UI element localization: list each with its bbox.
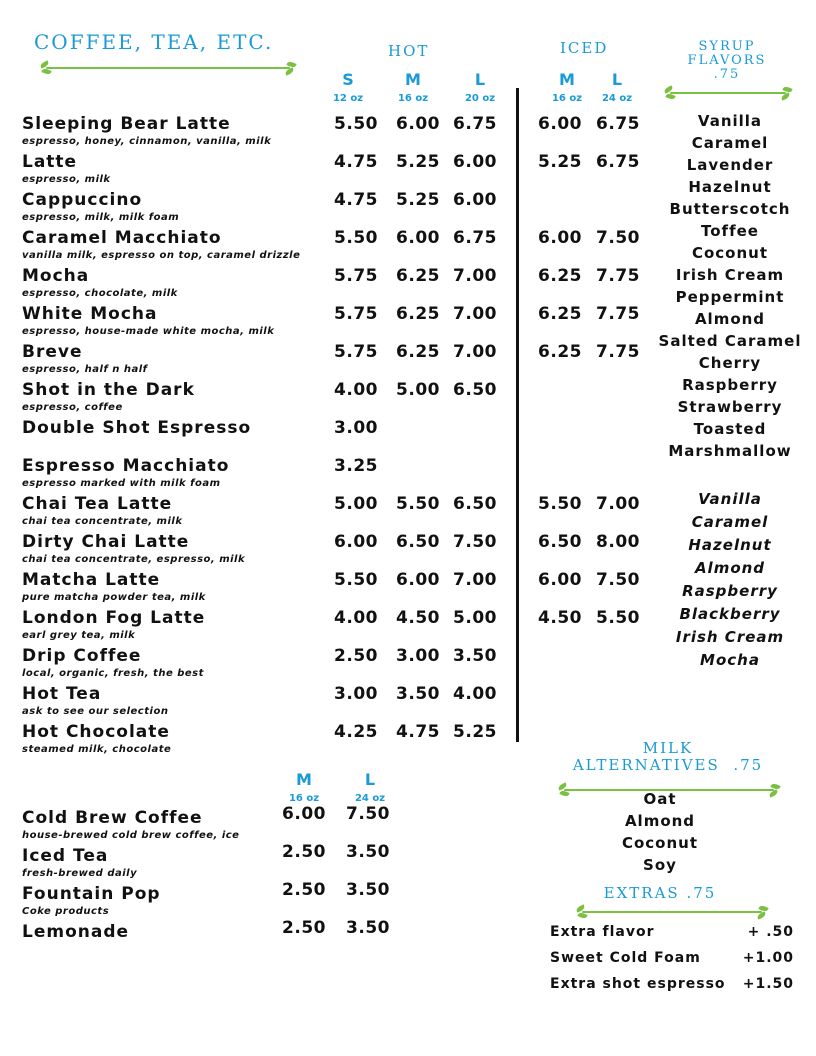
hot-price: 5.25 xyxy=(396,190,440,210)
milk-alternative: Almond xyxy=(624,812,696,830)
hot-price: 6.50 xyxy=(453,494,497,514)
size-label: S xyxy=(342,70,354,89)
ounce-label: 24 oz xyxy=(354,793,386,804)
menu-item-name: Iced Tea xyxy=(22,846,109,866)
extra-name: Extra flavor xyxy=(550,924,655,940)
syrup-flavor: Cherry xyxy=(698,354,762,372)
hot-price: 4.25 xyxy=(334,722,378,742)
syrup-flavor: Toasted xyxy=(693,420,767,438)
extra-price: +1.00 xyxy=(742,950,794,966)
syrup-flavor: Vanilla xyxy=(697,112,763,130)
menu-item-description: pure matcha powder tea, milk xyxy=(22,592,206,603)
syrup-flavor: Marshmallow xyxy=(668,442,792,460)
syrup-flavor: Butterscotch xyxy=(669,200,791,218)
iced-price: 6.00 xyxy=(538,228,582,248)
menu-item-name: Lemonade xyxy=(22,922,130,942)
hot-price: 7.00 xyxy=(453,266,497,286)
sugar-free-syrup-flavor: Caramel xyxy=(691,513,769,531)
hot-price: 6.50 xyxy=(396,532,440,552)
cold-price: 3.50 xyxy=(346,918,390,938)
hot-price: 7.00 xyxy=(453,304,497,324)
hot-price: 7.00 xyxy=(453,342,497,362)
extra-item xyxy=(550,950,794,972)
menu-item-name: Fountain Pop xyxy=(22,884,161,904)
hot-price: 5.25 xyxy=(453,722,497,742)
size-label: L xyxy=(364,770,376,789)
milk-alternative: Soy xyxy=(643,856,677,874)
hot-price: 6.75 xyxy=(453,114,497,134)
menu-item-name: Hot Tea xyxy=(22,684,102,704)
hot-price: 5.75 xyxy=(334,266,378,286)
hot-price: 5.25 xyxy=(396,152,440,172)
milk-alternative: Coconut xyxy=(621,834,699,852)
hot-column-label: HOT xyxy=(388,42,430,60)
iced-price: 7.75 xyxy=(596,342,640,362)
hot-price: 5.00 xyxy=(334,494,378,514)
extras-label: EXTRAS .75 xyxy=(603,884,717,902)
hot-price: 6.75 xyxy=(453,228,497,248)
menu-item-row xyxy=(22,418,522,456)
menu-item-description: espresso, chocolate, milk xyxy=(22,288,178,299)
hot-price: 7.50 xyxy=(453,532,497,552)
iced-price: 6.25 xyxy=(538,304,582,324)
cold-price: 2.50 xyxy=(282,918,326,938)
syrup-flavor: Hazelnut xyxy=(688,178,772,196)
size-label: M xyxy=(296,770,312,789)
hot-price: 3.50 xyxy=(396,684,440,704)
menu-item-description: espresso, house-made white mocha, milk xyxy=(22,326,275,337)
size-label: M xyxy=(405,70,421,89)
extra-price: +1.50 xyxy=(742,976,794,992)
menu-item-name: Cappuccino xyxy=(22,190,143,210)
menu-item-description: house-brewed cold brew coffee, ice xyxy=(22,830,240,841)
syrup-flavor: Coconut xyxy=(691,244,769,262)
menu-item-name: Sleeping Bear Latte xyxy=(22,114,231,134)
milk-alternative: Oat xyxy=(643,790,677,808)
menu-item-description: espresso, coffee xyxy=(22,402,123,413)
iced-column-label: ICED xyxy=(560,39,609,57)
cold-price: 7.50 xyxy=(346,804,390,824)
syrup-flavor: Irish Cream xyxy=(675,266,785,284)
syrup-flavor: Peppermint xyxy=(675,288,785,306)
menu-item-description: fresh-brewed daily xyxy=(22,868,138,879)
iced-price: 5.50 xyxy=(538,494,582,514)
milk-alternatives-list xyxy=(560,788,760,876)
hot-price: 4.75 xyxy=(396,722,440,742)
menu-item-name: Caramel Macchiato xyxy=(22,228,222,248)
menu-item-name: Cold Brew Coffee xyxy=(22,808,203,828)
iced-price: 7.75 xyxy=(596,304,640,324)
menu-item-name: Hot Chocolate xyxy=(22,722,170,742)
ounce-label: 24 oz xyxy=(601,93,633,104)
extra-item xyxy=(550,924,794,946)
extra-name: Extra shot espresso xyxy=(550,976,726,992)
ounce-label: 16 oz xyxy=(288,793,320,804)
iced-price: 6.75 xyxy=(596,114,640,134)
sugar-free-syrup-flavor: Irish Cream xyxy=(675,628,785,646)
syrup-flavor: Strawberry xyxy=(677,398,783,416)
syrup-flavor: Lavender xyxy=(686,156,774,174)
hot-price: 4.00 xyxy=(453,684,497,704)
sugar-free-syrup-flavor: Blackberry xyxy=(679,605,781,623)
hot-price: 5.00 xyxy=(396,380,440,400)
size-label: L xyxy=(474,70,486,89)
hot-price: 3.50 xyxy=(453,646,497,666)
hot-price: 3.25 xyxy=(334,456,378,476)
iced-price: 8.00 xyxy=(596,532,640,552)
hot-price: 5.75 xyxy=(334,342,378,362)
menu-item-description: chai tea concentrate, milk xyxy=(22,516,183,527)
size-label: M xyxy=(559,70,575,89)
menu-item-row xyxy=(22,844,282,882)
menu-item-name: Latte xyxy=(22,152,78,172)
hot-price: 4.00 xyxy=(334,380,378,400)
hot-price: 4.00 xyxy=(334,608,378,628)
hot-price: 2.50 xyxy=(334,646,378,666)
vine-divider xyxy=(40,62,296,74)
menu-item-description: Coke products xyxy=(22,906,110,917)
syrup-flavor-list xyxy=(650,110,810,462)
menu-item-description: ask to see our selection xyxy=(22,706,169,717)
menu-item-name: White Mocha xyxy=(22,304,158,324)
hot-price: 6.00 xyxy=(453,190,497,210)
hot-price: 6.50 xyxy=(453,380,497,400)
menu-item-name: Chai Tea Latte xyxy=(22,494,173,514)
menu-item-description: espresso, honey, cinnamon, vanilla, milk xyxy=(22,136,272,147)
iced-price: 6.00 xyxy=(538,114,582,134)
menu-item-name: Double Shot Espresso xyxy=(22,418,252,438)
syrup-flavor: Raspberry xyxy=(682,376,778,394)
menu-item-name: Shot in the Dark xyxy=(22,380,195,400)
sugar-free-syrup-flavor: Vanilla xyxy=(698,490,762,508)
menu-item-name: Drip Coffee xyxy=(22,646,142,666)
hot-price: 6.25 xyxy=(396,304,440,324)
ounce-label: 12 oz xyxy=(332,93,364,104)
cold-price: 2.50 xyxy=(282,880,326,900)
iced-price: 6.25 xyxy=(538,266,582,286)
sugar-free-syrup-flavor: Raspberry xyxy=(682,582,778,600)
ounce-label: 16 oz xyxy=(551,93,583,104)
menu-item-description: espresso, milk, milk foam xyxy=(22,212,180,223)
iced-price: 6.50 xyxy=(538,532,582,552)
extra-name: Sweet Cold Foam xyxy=(550,950,701,966)
syrup-label: SYRUP FLAVORS .75 xyxy=(687,39,767,82)
sugar-free-syrup-flavor: Almond xyxy=(694,559,766,577)
hot-price: 3.00 xyxy=(334,418,378,438)
ounce-label: 20 oz xyxy=(464,93,496,104)
hot-price: 6.00 xyxy=(334,532,378,552)
vine-divider xyxy=(576,906,768,918)
hot-price: 5.00 xyxy=(453,608,497,628)
sugar-free-syrup-list xyxy=(650,488,810,672)
menu-item-name: Espresso Macchiato xyxy=(22,456,230,476)
hot-price: 6.25 xyxy=(396,266,440,286)
menu-item-row xyxy=(22,882,282,920)
menu-item-description: steamed milk, chocolate xyxy=(22,744,172,755)
iced-price: 7.50 xyxy=(596,228,640,248)
menu-item-description: vanilla milk, espresso on top, caramel drizzle xyxy=(22,250,301,261)
iced-price: 7.75 xyxy=(596,266,640,286)
hot-price: 3.00 xyxy=(334,684,378,704)
hot-price: 5.50 xyxy=(334,114,378,134)
menu-item-description: earl grey tea, milk xyxy=(22,630,136,641)
menu-item-description: chai tea concentrate, espresso, milk xyxy=(22,554,246,565)
syrup-flavor: Salted Caramel xyxy=(658,332,802,350)
size-label: L xyxy=(611,70,623,89)
cold-price: 2.50 xyxy=(282,842,326,862)
hot-price: 3.00 xyxy=(396,646,440,666)
hot-price: 4.75 xyxy=(334,152,378,172)
syrup-flavor: Caramel xyxy=(691,134,769,152)
iced-price: 7.00 xyxy=(596,494,640,514)
menu-item-name: Breve xyxy=(22,342,83,362)
syrup-flavor: Toffee xyxy=(701,222,759,240)
cold-price: 3.50 xyxy=(346,880,390,900)
hot-price: 5.50 xyxy=(396,494,440,514)
iced-price: 6.75 xyxy=(596,152,640,172)
menu-item-name: Mocha xyxy=(22,266,90,286)
iced-price: 6.00 xyxy=(538,570,582,590)
hot-price: 5.75 xyxy=(334,304,378,324)
cold-price: 3.50 xyxy=(346,842,390,862)
cold-price: 6.00 xyxy=(282,804,326,824)
iced-price: 4.50 xyxy=(538,608,582,628)
iced-price: 5.50 xyxy=(596,608,640,628)
hot-price: 5.50 xyxy=(334,228,378,248)
hot-price: 6.25 xyxy=(396,342,440,362)
sugar-free-syrup-flavor: Mocha xyxy=(700,651,760,669)
menu-item-row xyxy=(22,806,282,844)
menu-item-description: local, organic, fresh, the best xyxy=(22,668,204,679)
menu-item-name: Dirty Chai Latte xyxy=(22,532,190,552)
hot-price: 6.00 xyxy=(396,114,440,134)
iced-price: 5.25 xyxy=(538,152,582,172)
extra-item xyxy=(550,976,794,998)
menu-item-row xyxy=(22,456,522,494)
menu-item-row xyxy=(22,920,282,958)
menu-item-description: espresso, half n half xyxy=(22,364,148,375)
iced-price: 7.50 xyxy=(596,570,640,590)
hot-price: 7.00 xyxy=(453,570,497,590)
sugar-free-syrup-flavor: Hazelnut xyxy=(688,536,772,554)
hot-price: 6.00 xyxy=(453,152,497,172)
hot-price: 5.50 xyxy=(334,570,378,590)
menu-item-description: espresso marked with milk foam xyxy=(22,478,221,489)
milk-alternatives-label: MILK ALTERNATIVES .75 xyxy=(572,739,764,774)
syrup-flavor: Almond xyxy=(694,310,766,328)
iced-price: 6.25 xyxy=(538,342,582,362)
hot-price: 4.50 xyxy=(396,608,440,628)
menu-item-description: espresso, milk xyxy=(22,174,111,185)
hot-price: 6.00 xyxy=(396,570,440,590)
hot-price: 6.00 xyxy=(396,228,440,248)
menu-item-name: Matcha Latte xyxy=(22,570,161,590)
ounce-label: 16 oz xyxy=(397,93,429,104)
vine-divider xyxy=(664,87,792,99)
hot-price: 4.75 xyxy=(334,190,378,210)
page-title: COFFEE, TEA, ETC. xyxy=(34,30,274,54)
extra-price: + .50 xyxy=(747,924,794,940)
menu-item-name: London Fog Latte xyxy=(22,608,206,628)
